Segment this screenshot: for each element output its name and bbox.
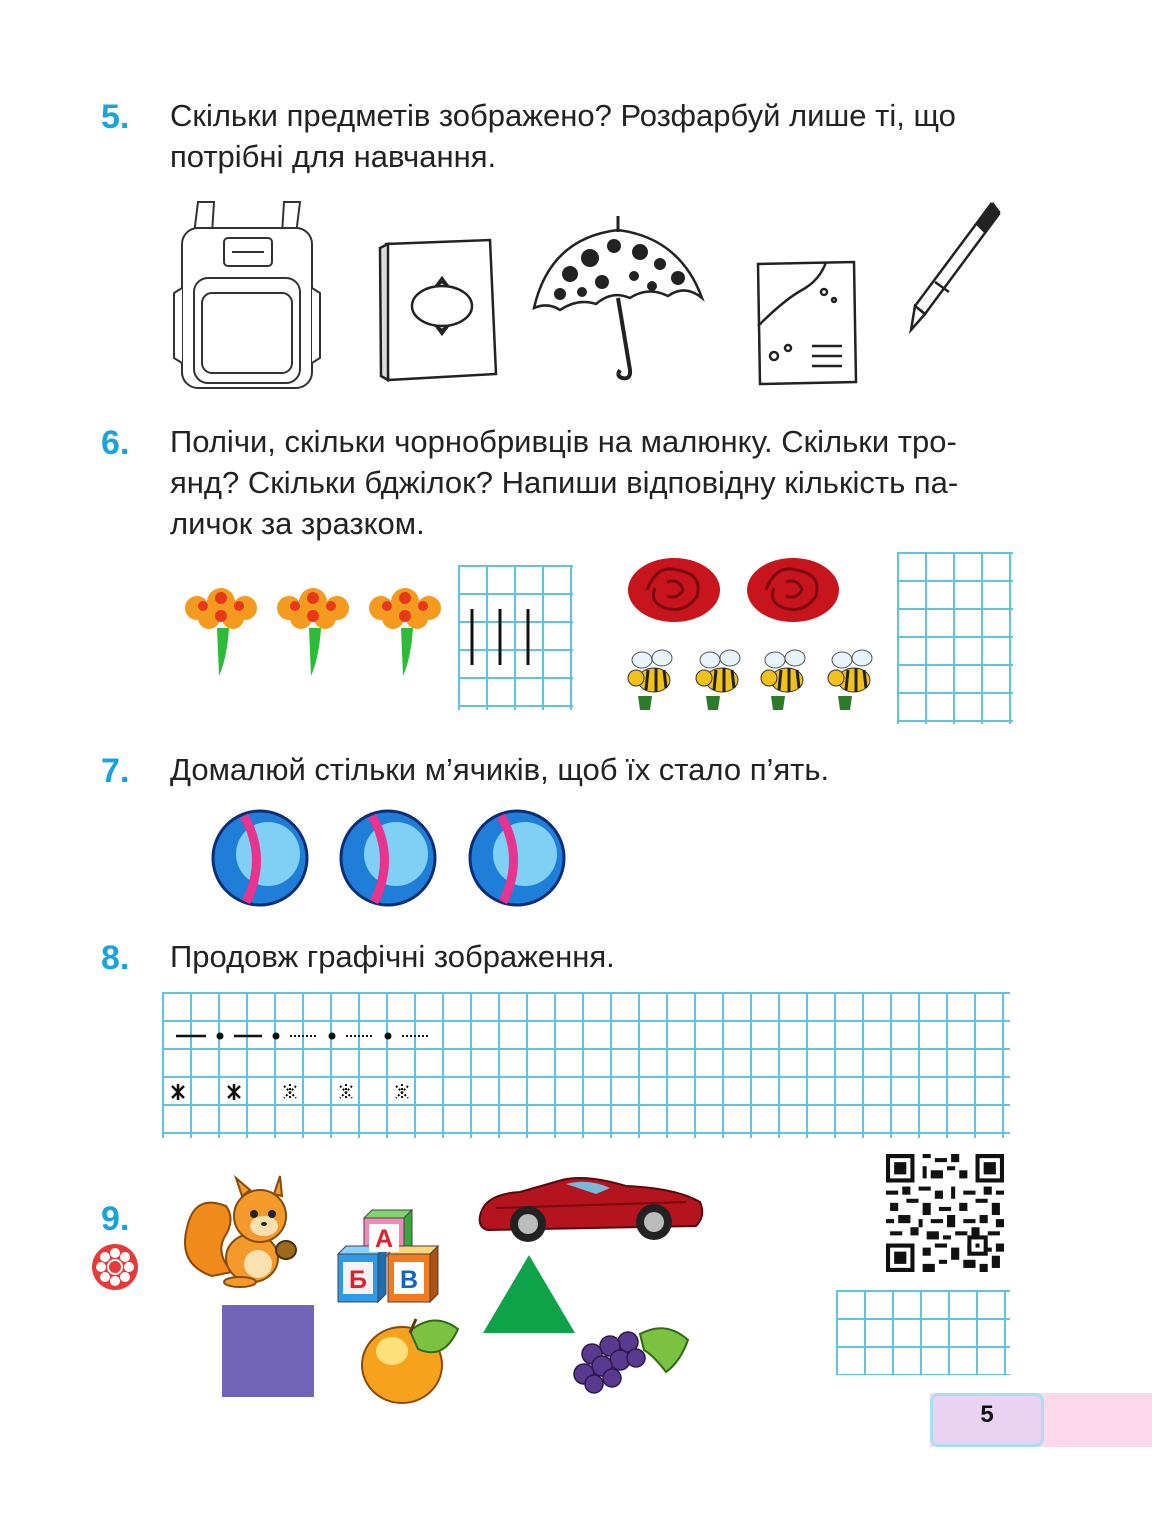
tally-sticks-sample [458,565,573,710]
bee-image [755,648,813,712]
bee-image [622,648,680,712]
task-8-text: Продовж графічні зображення. [170,939,615,974]
task-6-line-2: янд? Скільки бджілок? Напиши відповідну кількість па- [170,465,959,500]
marigold-image [367,588,443,678]
car-image [476,1172,706,1244]
task-7-number: 7. [101,752,130,790]
task-5-line-2: потрібні для навчання. [170,139,497,174]
bee-image [690,648,748,712]
rose-image [746,556,841,624]
qr-code[interactable] [886,1154,1004,1272]
task-5-text [170,95,1050,177]
task-8-number: 8. [101,939,130,977]
page-number: 5 [980,1401,994,1428]
ball-image [338,808,438,908]
book-image [378,238,500,383]
task-6-text [170,421,1050,544]
task-5-number: 5. [101,98,130,136]
green-triangle-shape [482,1255,576,1335]
umbrella-image [530,212,705,382]
pen-image [905,202,1000,334]
task-6-line-1: Полічи, скільки чорнобривців на малюнку. Скільки тро- [170,424,957,459]
purple-square-shape [222,1305,314,1397]
ball-image [210,808,310,908]
task-6-number: 6. [101,424,130,462]
task-6-line-3: личок за зразком. [170,506,425,541]
apple-image [358,1315,462,1405]
rose-image [627,556,722,624]
backpack-image [172,198,322,393]
creative-task-icon [91,1243,139,1291]
task-5-line-1: Скільки предметів зображено? Розфарбуй лише ті, що [170,98,956,133]
block-letter-a: А [374,1225,394,1253]
task-9-number: 9. [101,1200,130,1238]
qr-code-image [886,1154,1004,1272]
marigold-image [275,588,351,678]
block-letter-v: В [399,1266,419,1294]
grapes-image [570,1320,690,1398]
marigold-image [183,588,259,678]
answer-grid[interactable] [836,1290,1010,1375]
bee-image [822,648,880,712]
tally-grid-answer[interactable] [897,552,1013,724]
pattern-cross-row [162,992,1010,1138]
task-7-text: Домалюй стільки м’ячиків, щоб їх стало п’ять. [170,752,830,787]
notebook-image [754,260,859,387]
block-letter-b: Б [349,1266,367,1294]
squirrel-image [182,1176,304,1288]
ball-image [467,808,567,908]
